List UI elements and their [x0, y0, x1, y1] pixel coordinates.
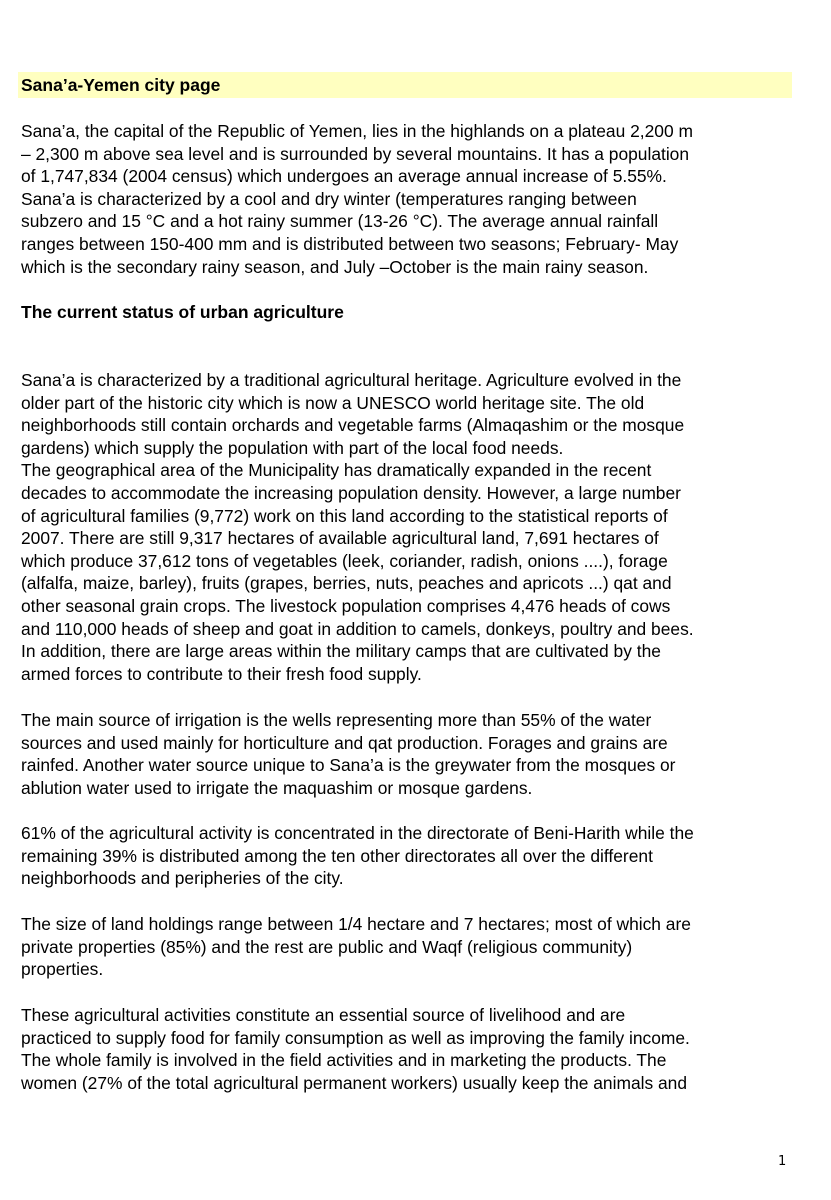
text-line: 61% of the agricultural activity is concentrated in the directorate of Beni-Harith while the: [21, 823, 694, 843]
text-line: neighborhoods and peripheries of the city.: [21, 868, 344, 889]
distribution-paragraph: [21, 822, 801, 890]
text-line: 2007. There are still 9,317 hectares of available agricultural land, 7,691 hectares of: [21, 528, 659, 549]
page-number: 1: [778, 1154, 787, 1169]
text-line: remaining 39% is distributed among the ten other directorates all over the different: [21, 845, 653, 866]
section-heading: The current status of urban agriculture: [21, 302, 344, 322]
page-title: Sana’a-Yemen city page: [18, 72, 792, 98]
text-line: ablution water used to irrigate the maquashim or mosque gardens.: [21, 777, 533, 798]
text-line: Sana’a is characterized by a cool and dry winter (temperatures ranging between: [21, 188, 637, 209]
text-line: Sana’a, the capital of the Republic of Yemen, lies in the highlands on a plateau 2,200 m: [21, 121, 693, 141]
intro-paragraph: [21, 120, 801, 278]
text-line: These agricultural activities constitute an essential source of livelihood and are: [21, 1005, 626, 1025]
text-line: armed forces to contribute to their fresh food supply.: [21, 663, 422, 684]
text-line: sources and used mainly for horticulture and qat production. Forages and grains are: [21, 732, 668, 753]
text-line: private properties (85%) and the rest are public and Waqf (religious community): [21, 936, 633, 957]
text-line: – 2,300 m above sea level and is surrounded by several mountains. It has a population: [21, 143, 690, 164]
text-line: The geographical area of the Municipality has dramatically expanded in the recent: [21, 460, 652, 481]
text-line: of agricultural families (9,772) work on this land according to the statistical reports of: [21, 505, 668, 526]
text-line: practiced to supply food for family consumption as well as improving the family income.: [21, 1027, 690, 1048]
land-holdings-paragraph: [21, 913, 801, 981]
text-line: The size of land holdings range between 1/4 hectare and 7 hectares; most of which are: [21, 914, 691, 934]
text-line: rainfed. Another water source unique to Sana’a is the greywater from the mosques or: [21, 755, 676, 776]
text-line: (alfalfa, maize, barley), fruits (grapes, berries, nuts, peaches and apricots ...) qat and: [21, 573, 672, 594]
text-line: neighborhoods still contain orchards and vegetable farms (Almaqashim or the mosque: [21, 415, 685, 436]
text-line: older part of the historic city which is now a UNESCO world heritage site. The old: [21, 392, 645, 413]
text-line: of 1,747,834 (2004 census) which undergoes an average annual increase of 5.55%.: [21, 166, 667, 187]
text-line: Sana’a is characterized by a traditional agricultural heritage. Agriculture evolved in the: [21, 370, 682, 390]
text-line: gardens) which supply the population with part of the local food needs.: [21, 437, 564, 458]
text-line: and 110,000 heads of sheep and goat in addition to camels, donkeys, poultry and bees.: [21, 618, 694, 639]
livelihood-paragraph: [21, 1004, 801, 1094]
text-line: properties.: [21, 959, 104, 980]
text-line: The whole family is involved in the field activities and in marketing the products. The: [21, 1050, 667, 1071]
text-line: which is the secondary rainy season, and July –October is the main rainy season.: [21, 256, 649, 277]
text-line: which produce 37,612 tons of vegetables (leek, coriander, radish, onions ....), forage: [21, 550, 668, 571]
text-line: ranges between 150-400 mm and is distributed between two seasons; February- May: [21, 233, 679, 254]
irrigation-paragraph: [21, 709, 801, 799]
text-line: women (27% of the total agricultural permanent workers) usually keep the animals and: [21, 1072, 688, 1093]
text-line: The main source of irrigation is the wells representing more than 55% of the water: [21, 710, 652, 730]
text-line: subzero and 15 °C and a hot rainy summer (13-26 °C). The average annual rainfall: [21, 211, 659, 232]
text-line: decades to accommodate the increasing population density. However, a large number: [21, 482, 681, 503]
text-line: In addition, there are large areas within the military camps that are cultivated by the: [21, 641, 661, 662]
text-line: other seasonal grain crops. The livestock population comprises 4,476 heads of cows: [21, 595, 671, 616]
heritage-paragraph: [21, 369, 801, 685]
